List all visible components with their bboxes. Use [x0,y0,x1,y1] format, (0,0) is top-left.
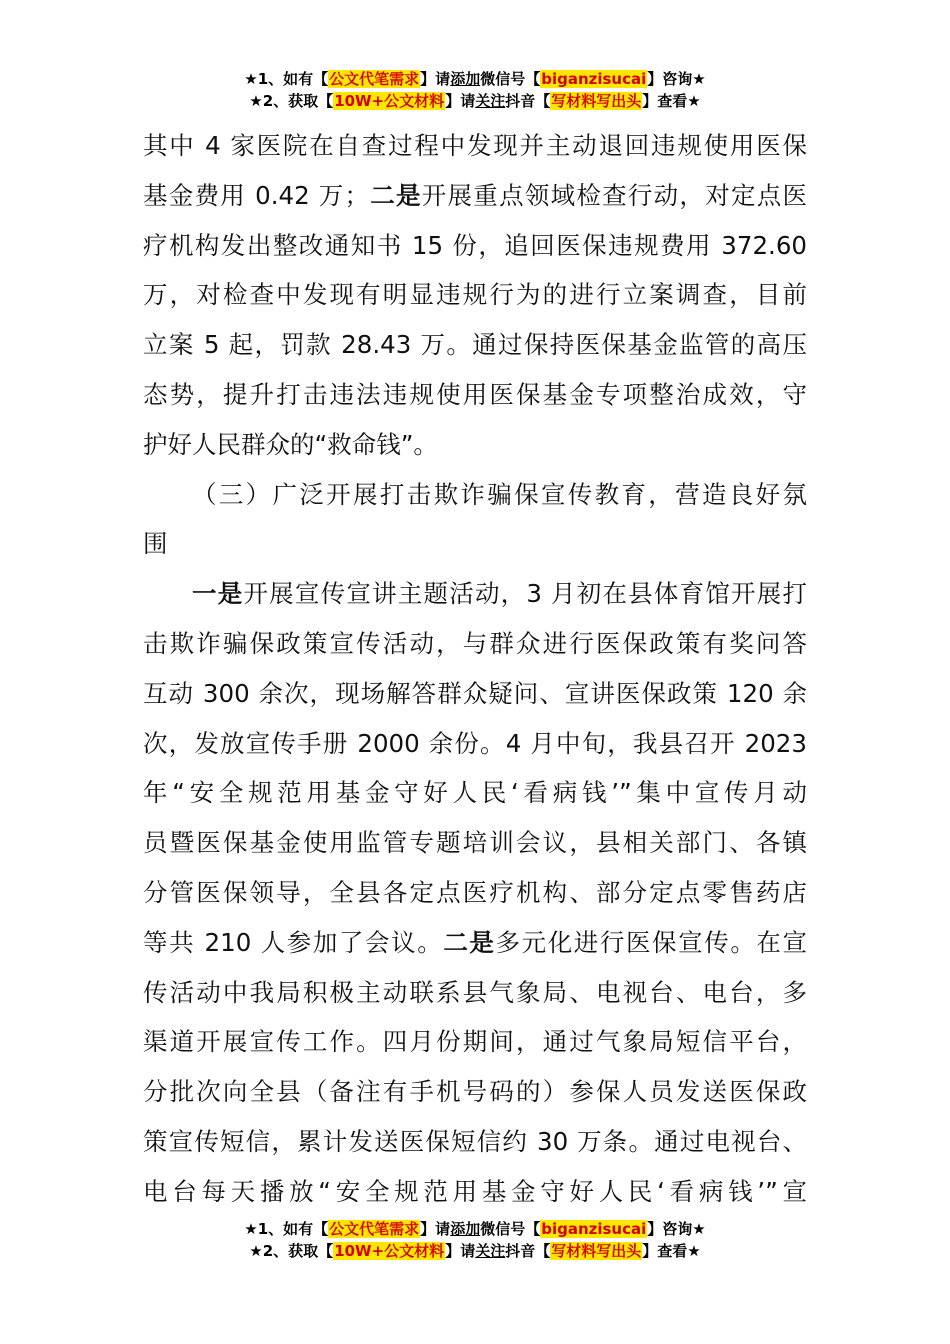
text-line: 电台每天播放“安全规范用基金守好人民‘看病钱’”宣 [143,1176,807,1206]
banner-highlight: 公文代笔需求 [329,70,420,88]
banner-line-2: ★2、获取【10W+公文材料】请关注抖音【写材料写出头】查看★ [249,1242,701,1260]
banner-highlight: 公文代笔需求 [329,1220,420,1238]
section-heading: （三）广泛开展打击欺诈骗保宣传教育，营造良好氛 [192,479,807,509]
text-line: 其中 4 家医院在自查过程中发现并主动退回违规使用医保 [143,131,807,160]
text-line: 年“安全规范用基金守好人民‘看病钱’”集中宣传月动 [143,778,807,808]
text-line: 疗机构发出整改通知书 15 份，追回医保违规费用 372.60 [143,230,807,260]
text-line: 态势，提升打击违法违规使用医保基金专项整治成效，守 [143,379,807,409]
text-line: 分管医保领导，全县各定点医疗机构、部分定点零售药店 [143,877,807,907]
text-line: 击欺诈骗保政策宣传活动，与群众进行医保政策有奖问答 [143,628,807,658]
banner-highlight: biganzisucai [541,70,647,88]
text-line: 渠道开展宣传工作。四月份期间，通过气象局短信平台， [143,1027,807,1057]
document-body [143,121,807,1217]
text-line: 等共 210 人参加了会议。二是多元化进行医保宣传。在宣 [143,927,807,957]
text-line: 护好人民群众的“救命钱”。 [143,429,438,459]
text-line: 互动 300 余次，现场解答群众疑问、宣讲医保政策 120 余 [143,678,807,708]
banner-line-1: ★1、如有【公文代笔需求】请添加微信号【biganzisucai】咨询★ [244,1220,706,1238]
emphasis-label: 二是 [443,927,496,957]
text-line: 一是开展宣传宣讲主题活动，3 月初在县体育馆开展打 [192,579,807,609]
text-line: 次，发放宣传手册 2000 余份。4 月中旬，我县召开 2023 [143,728,807,758]
text-line: 基金费用 0.42 万；二是开展重点领域检查行动，对定点医 [143,180,807,210]
banner-highlight: biganzisucai [541,1220,647,1238]
footer-banner [0,1218,950,1262]
text-line: 策宣传短信，累计发送医保短信约 30 万条。通过电视台、 [143,1126,807,1156]
text-line: 传活动中我局积极主动联系县气象局、电视台、电台，多 [143,977,807,1007]
emphasis-label: 一是 [192,579,244,609]
banner-highlight: 写材料写出头 [551,1242,642,1260]
banner-line-1: ★1、如有【公文代笔需求】请添加微信号【biganzisucai】咨询★ [244,70,706,88]
banner-highlight: 10W+公文材料 [334,1242,445,1260]
text-line: 分批次向全县（备注有手机号码的）参保人员发送医保政 [143,1077,807,1107]
emphasis-label: 二是 [368,180,422,210]
text-line: 立案 5 起，罚款 28.43 万。通过保持医保基金监管的高压 [143,330,807,360]
header-banner [0,68,950,112]
banner-line-2: ★2、获取【10W+公文材料】请关注抖音【写材料写出头】查看★ [249,92,701,110]
section-heading: 围 [143,529,168,559]
banner-highlight: 写材料写出头 [551,92,642,110]
text-line: 员暨医保基金使用监管专题培训会议，县相关部门、各镇 [143,828,807,858]
text-line: 万，对检查中发现有明显违规行为的进行立案调查，目前 [143,280,807,310]
banner-highlight: 10W+公文材料 [334,92,445,110]
